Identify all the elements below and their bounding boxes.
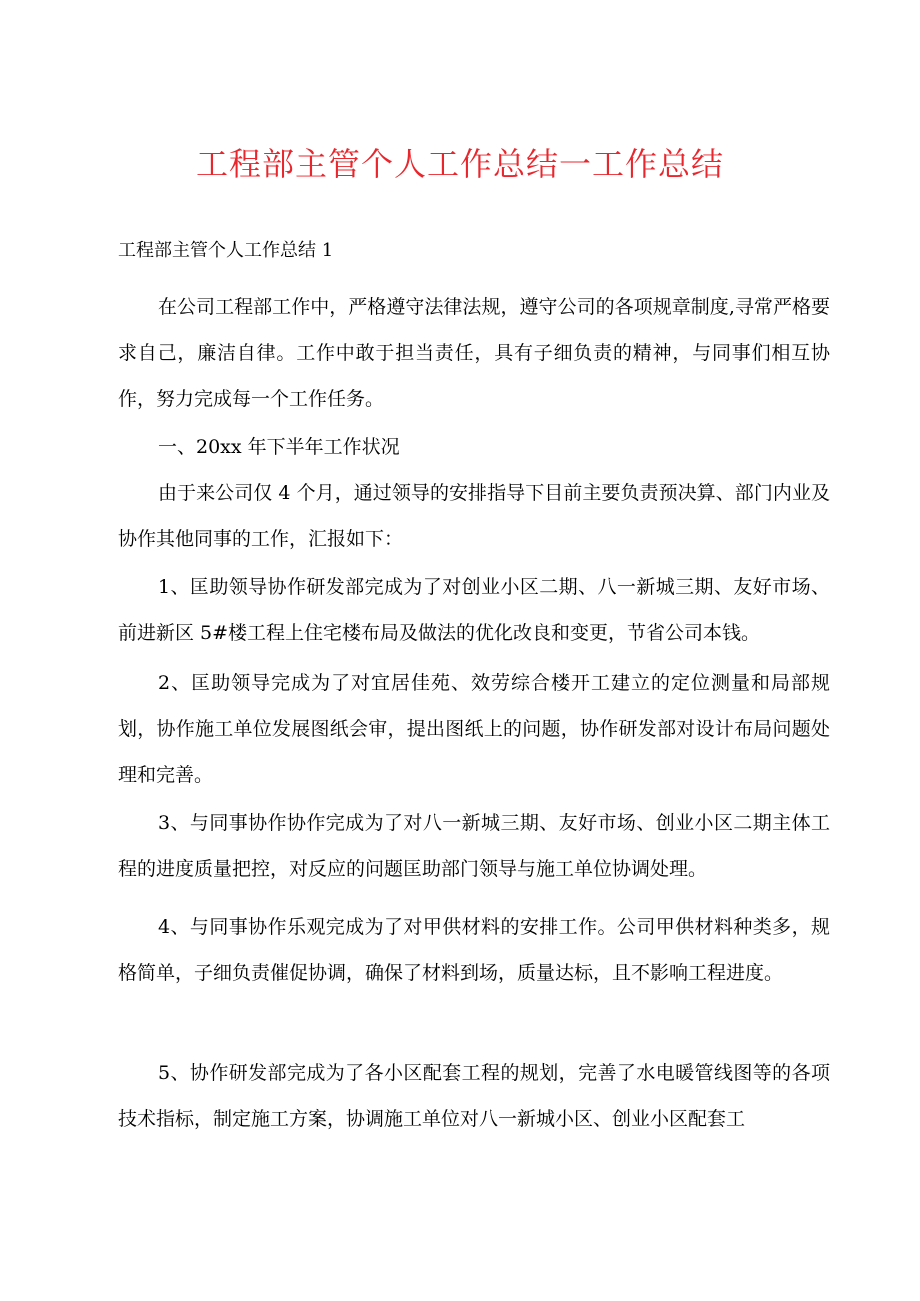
list-item-5: 5、协作研发部完成为了各小区配套工程的规划，完善了水电暖管线图等的各项技术指标，制定施工方案，协调施工单位对八一新城小区、创业小区配套工 (118, 1062, 830, 1130)
section-subtitle: 工程部主管个人工作总结 1 (118, 240, 334, 261)
list-item-2: 2、匡助领导完成为了对宜居佳苑、效劳综合楼开工建立的定位测量和局部规划，协作施工单位发展图纸会审，提出图纸上的问题，协作研发部对设计布局问题处理和完善。 (118, 672, 830, 786)
list-item-1: 1、匡助领导协作研发部完成为了对创业小区二期、八一新城三期、友好市场、前进新区 5#楼工程上住宅楼布局及做法的优化改良和变更，节省公司本钱。 (118, 576, 830, 644)
paragraph-intro: 在公司工程部工作中，严格遵守法律法规，遵守公司的各项规章制度,寻常严格要求自己，廉洁自律。工作中敢于担当责任，具有子细负责的精神，与同事们相互协作，努力完成每一个工作任务。 (118, 296, 830, 410)
list-item-3: 3、与同事协作协作完成为了对八一新城三期、友好市场、创业小区二期主体工程的进度质量把控，对反应的问题匡助部门领导与施工单位协调处理。 (118, 812, 830, 880)
list-item-4: 4、与同事协作乐观完成为了对甲供材料的安排工作。公司甲供材料种类多，规格简单，子细负责催促协调，确保了材料到场，质量达标，且不影响工程进度。 (118, 916, 830, 984)
paragraph-overview: 由于来公司仅 4 个月，通过领导的安排指导下目前主要负责预决算、部门内业及协作其他同事的工作，汇报如下： (118, 482, 830, 550)
section-heading: 一、20xx 年下半年工作状况 (158, 436, 400, 458)
document-title: 工程部主管个人工作总结一工作总结 (195, 145, 724, 183)
